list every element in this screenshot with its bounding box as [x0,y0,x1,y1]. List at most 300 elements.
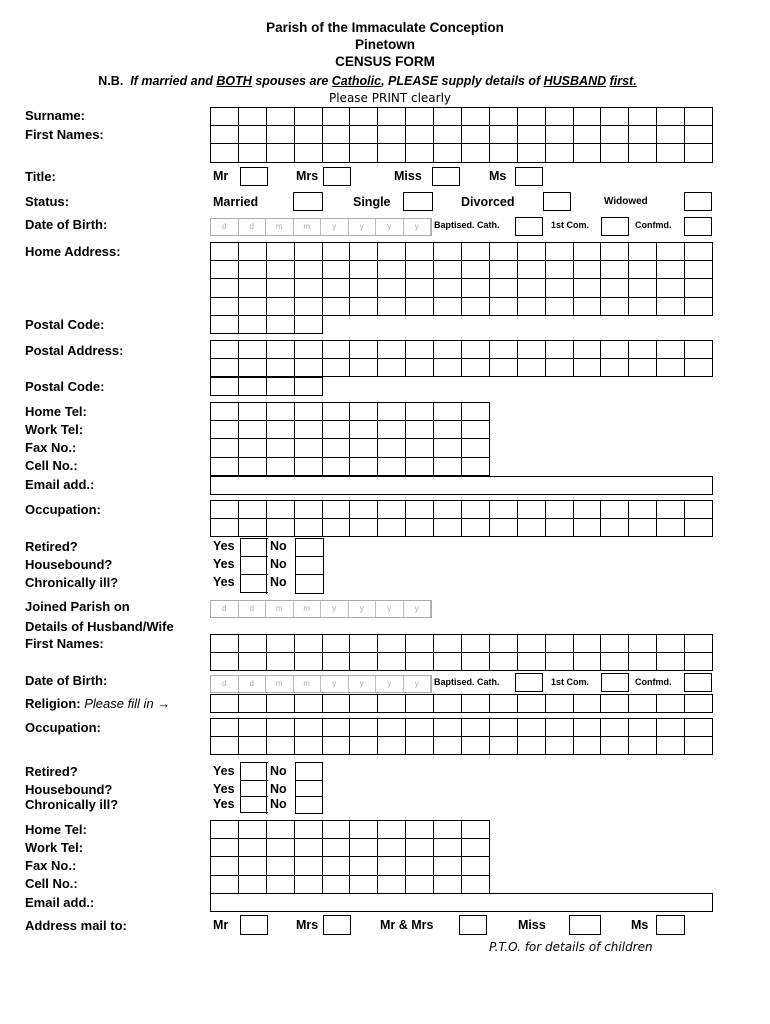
grid-cell[interactable] [239,821,267,839]
grid-cell[interactable] [434,261,462,279]
grid-cell[interactable] [211,359,239,377]
dob-year-cell[interactable]: y [349,219,377,235]
grid-cell[interactable] [323,126,351,144]
grid-cell[interactable] [546,519,574,537]
grid-cell[interactable] [295,635,323,653]
grid-cell[interactable] [350,341,378,359]
grid-cell[interactable] [239,458,267,476]
grid-cell[interactable] [350,403,378,421]
grid-cell[interactable] [406,737,434,755]
grid-cell[interactable] [239,519,267,537]
grid-cell[interactable] [406,458,434,476]
grid-cell[interactable] [350,839,378,857]
grid-cell[interactable] [350,279,378,297]
grid-cell[interactable] [406,501,434,519]
grid-cell[interactable] [434,421,462,439]
grid-cell[interactable] [267,144,295,162]
grid-cell[interactable] [323,653,351,671]
grid-cell[interactable] [350,144,378,162]
title-mrs-checkbox[interactable] [323,167,351,186]
mail-mr-checkbox[interactable] [240,915,268,935]
grid-cell[interactable] [490,359,518,377]
grid-cell[interactable] [239,857,267,875]
grid-cell[interactable] [267,403,295,421]
grid-cell[interactable] [490,695,518,713]
grid-cell[interactable] [211,839,239,857]
grid-cell[interactable] [239,144,267,162]
grid-cell[interactable] [406,421,434,439]
grid-cell[interactable] [518,341,546,359]
dob-month-cell[interactable]: m [266,219,294,235]
grid-cell[interactable] [462,243,490,261]
spouse-name-grid[interactable] [210,634,713,671]
grid-cell[interactable] [267,839,295,857]
grid-cell[interactable] [295,341,323,359]
grid-cell[interactable] [462,279,490,297]
grid-cell[interactable] [657,719,685,737]
grid-cell[interactable] [406,857,434,875]
grid-cell[interactable] [462,298,490,316]
spouse-phone-grid[interactable] [210,820,490,894]
grid-cell[interactable] [378,821,406,839]
grid-cell[interactable] [657,279,685,297]
grid-cell[interactable] [434,341,462,359]
grid-cell[interactable] [657,519,685,537]
grid-cell[interactable] [239,261,267,279]
grid-cell[interactable] [378,635,406,653]
grid-cell[interactable] [323,359,351,377]
grid-cell[interactable] [685,737,713,755]
grid-cell[interactable] [295,126,323,144]
grid-cell[interactable] [267,857,295,875]
grid-cell[interactable] [295,378,323,396]
grid-cell[interactable] [629,635,657,653]
grid-cell[interactable] [295,821,323,839]
grid-cell[interactable] [462,857,490,875]
grid-cell[interactable] [406,876,434,894]
grid-cell[interactable] [378,359,406,377]
grid-cell[interactable] [601,635,629,653]
grid-cell[interactable] [462,126,490,144]
yes-checkbox-column[interactable] [240,538,268,593]
spouse-retired-no-checkbox[interactable] [295,762,323,781]
grid-cell[interactable] [267,519,295,537]
grid-cell[interactable] [574,501,602,519]
grid-cell[interactable] [350,458,378,476]
grid-cell[interactable] [629,144,657,162]
grid-cell[interactable] [378,243,406,261]
grid-cell[interactable] [546,695,574,713]
grid-cell[interactable] [350,695,378,713]
grid-cell[interactable] [239,635,267,653]
grid-cell[interactable] [685,359,713,377]
grid-cell[interactable] [378,876,406,894]
grid-cell[interactable] [685,279,713,297]
grid-cell[interactable] [378,519,406,537]
grid-cell[interactable] [378,261,406,279]
grid-cell[interactable] [295,653,323,671]
grid-cell[interactable] [434,839,462,857]
grid-cell[interactable] [601,519,629,537]
grid-cell[interactable] [629,243,657,261]
grid-cell[interactable] [518,635,546,653]
grid-cell[interactable] [657,341,685,359]
grid-cell[interactable] [518,501,546,519]
grid-cell[interactable] [434,403,462,421]
grid-cell[interactable] [211,653,239,671]
grid-cell[interactable] [267,298,295,316]
grid-cell[interactable] [629,298,657,316]
grid-cell[interactable] [490,144,518,162]
grid-cell[interactable] [211,126,239,144]
grid-cell[interactable] [267,821,295,839]
grid-cell[interactable] [490,737,518,755]
home-address-grid[interactable] [210,242,713,316]
grid-cell[interactable] [295,439,323,457]
grid-cell[interactable] [211,439,239,457]
grid-cell[interactable] [211,719,239,737]
grid-cell[interactable] [406,439,434,457]
grid-cell[interactable] [323,635,351,653]
grid-cell[interactable] [462,341,490,359]
grid-cell[interactable] [518,519,546,537]
grid-cell[interactable] [211,458,239,476]
grid-cell[interactable] [685,501,713,519]
grid-cell[interactable] [406,635,434,653]
grid-cell[interactable] [295,403,323,421]
grid-cell[interactable] [574,298,602,316]
grid-cell[interactable] [406,719,434,737]
grid-cell[interactable] [462,403,490,421]
grid-cell[interactable] [267,719,295,737]
postal-code-2-grid[interactable] [210,377,323,396]
grid-cell[interactable] [574,695,602,713]
grid-cell[interactable] [267,421,295,439]
grid-cell[interactable] [378,279,406,297]
grid-cell[interactable] [267,458,295,476]
grid-cell[interactable] [323,243,351,261]
mail-mr-mrs-checkbox[interactable] [459,915,487,935]
grid-cell[interactable] [239,719,267,737]
grid-cell[interactable] [267,359,295,377]
grid-cell[interactable] [295,519,323,537]
grid-cell[interactable] [490,635,518,653]
grid-cell[interactable] [267,261,295,279]
grid-cell[interactable] [323,144,351,162]
grid-cell[interactable] [406,108,434,126]
grid-cell[interactable] [601,719,629,737]
grid-cell[interactable] [239,737,267,755]
grid-cell[interactable] [629,359,657,377]
grid-cell[interactable] [546,341,574,359]
grid-cell[interactable] [434,857,462,875]
grid-cell[interactable] [657,126,685,144]
grid-cell[interactable] [267,501,295,519]
grid-cell[interactable] [574,243,602,261]
grid-cell[interactable] [462,821,490,839]
grid-cell[interactable] [267,126,295,144]
grid-cell[interactable] [378,857,406,875]
grid-cell[interactable] [239,695,267,713]
grid-cell[interactable] [267,243,295,261]
grid-cell[interactable] [546,243,574,261]
grid-cell[interactable] [518,719,546,737]
grid-cell[interactable] [462,653,490,671]
grid-cell[interactable] [490,653,518,671]
grid-cell[interactable] [601,653,629,671]
grid-cell[interactable] [685,341,713,359]
spouse-email-field[interactable] [210,893,713,912]
grid-cell[interactable] [434,359,462,377]
grid-cell[interactable] [295,737,323,755]
grid-cell[interactable] [323,279,351,297]
grid-cell[interactable] [239,243,267,261]
grid-cell[interactable] [211,316,239,334]
grid-cell[interactable] [323,108,351,126]
grid-cell[interactable] [295,359,323,377]
grid-cell[interactable] [406,403,434,421]
spouse-housebound-no-checkbox[interactable] [295,780,323,797]
grid-cell[interactable] [350,359,378,377]
grid-cell[interactable] [462,839,490,857]
grid-cell[interactable] [211,421,239,439]
grid-cell[interactable] [462,635,490,653]
grid-cell[interactable] [546,653,574,671]
status-divorced-checkbox[interactable] [543,192,571,211]
grid-cell[interactable] [434,876,462,894]
grid-cell[interactable] [267,341,295,359]
dob-year-cell[interactable]: y [321,219,349,235]
dob-day-cell[interactable]: d [211,219,239,235]
grid-cell[interactable] [211,378,239,396]
grid-cell[interactable] [239,501,267,519]
grid-cell[interactable] [378,421,406,439]
grid-cell[interactable] [601,144,629,162]
grid-cell[interactable] [657,298,685,316]
grid-cell[interactable] [574,737,602,755]
grid-cell[interactable] [295,144,323,162]
grid-cell[interactable] [350,298,378,316]
grid-cell[interactable] [239,403,267,421]
joined-parish-date[interactable]: d d m m y y y y [210,600,432,618]
grid-cell[interactable] [462,439,490,457]
grid-cell[interactable] [490,243,518,261]
grid-cell[interactable] [378,403,406,421]
grid-cell[interactable] [546,108,574,126]
grid-cell[interactable] [211,298,239,316]
grid-cell[interactable] [546,635,574,653]
grid-cell[interactable] [295,839,323,857]
spouse-chronically-ill-no-checkbox[interactable] [295,796,323,814]
grid-cell[interactable] [518,653,546,671]
grid-cell[interactable] [462,501,490,519]
grid-cell[interactable] [629,261,657,279]
grid-cell[interactable] [518,261,546,279]
mail-ms-checkbox[interactable] [656,915,685,935]
spouse-yes-checkbox-column[interactable] [240,762,268,813]
grid-cell[interactable] [574,126,602,144]
grid-cell[interactable] [378,341,406,359]
grid-cell[interactable] [406,279,434,297]
grid-cell[interactable] [350,501,378,519]
grid-cell[interactable] [657,261,685,279]
grid-cell[interactable] [350,719,378,737]
grid-cell[interactable] [211,857,239,875]
grid-cell[interactable] [350,857,378,875]
grid-cell[interactable] [601,359,629,377]
grid-cell[interactable] [601,243,629,261]
grid-cell[interactable] [211,635,239,653]
grid-cell[interactable] [685,144,713,162]
grid-cell[interactable] [490,719,518,737]
grid-cell[interactable] [601,737,629,755]
grid-cell[interactable] [462,519,490,537]
grid-cell[interactable] [518,737,546,755]
grid-cell[interactable] [295,876,323,894]
grid-cell[interactable] [378,737,406,755]
grid-cell[interactable] [490,261,518,279]
grid-cell[interactable] [434,439,462,457]
grid-cell[interactable] [434,298,462,316]
grid-cell[interactable] [490,298,518,316]
grid-cell[interactable] [211,341,239,359]
grid-cell[interactable] [574,653,602,671]
grid-cell[interactable] [323,519,351,537]
grid-cell[interactable] [295,719,323,737]
dob-grid[interactable] [210,218,432,236]
grid-cell[interactable] [490,501,518,519]
grid-cell[interactable] [462,359,490,377]
grid-cell[interactable] [406,126,434,144]
grid-cell[interactable] [546,261,574,279]
grid-cell[interactable] [211,519,239,537]
grid-cell[interactable] [296,557,324,575]
grid-cell[interactable] [657,501,685,519]
grid-cell[interactable] [406,243,434,261]
status-widowed-checkbox[interactable] [684,192,712,211]
grid-cell[interactable] [295,108,323,126]
grid-cell[interactable] [518,144,546,162]
grid-cell[interactable] [518,279,546,297]
grid-cell[interactable] [518,126,546,144]
grid-cell[interactable] [629,519,657,537]
grid-cell[interactable] [323,341,351,359]
grid-cell[interactable] [601,261,629,279]
grid-cell[interactable] [406,298,434,316]
grid-cell[interactable] [601,108,629,126]
grid-cell[interactable] [378,298,406,316]
grid-cell[interactable] [629,653,657,671]
grid-cell[interactable] [239,876,267,894]
grid-cell[interactable] [267,653,295,671]
grid-cell[interactable] [657,635,685,653]
grid-cell[interactable] [629,501,657,519]
grid-cell[interactable] [350,653,378,671]
grid-cell[interactable] [323,876,351,894]
grid-cell[interactable] [323,458,351,476]
mail-miss-checkbox[interactable] [569,915,601,935]
grid-cell[interactable] [378,839,406,857]
grid-cell[interactable] [574,144,602,162]
grid-cell[interactable] [350,108,378,126]
grid-cell[interactable] [406,695,434,713]
grid-cell[interactable] [601,279,629,297]
grid-cell[interactable] [350,261,378,279]
grid-cell[interactable] [546,126,574,144]
grid-cell[interactable] [239,298,267,316]
spouse-confirmed-checkbox[interactable] [684,673,712,692]
mail-mrs-checkbox[interactable] [323,915,351,935]
title-miss-checkbox[interactable] [432,167,460,186]
grid-cell[interactable] [546,359,574,377]
grid-cell[interactable] [434,719,462,737]
grid-cell[interactable] [378,439,406,457]
grid-cell[interactable] [267,108,295,126]
grid-cell[interactable] [434,126,462,144]
grid-cell[interactable] [434,821,462,839]
grid-cell[interactable] [406,144,434,162]
grid-cell[interactable] [350,421,378,439]
grid-cell[interactable] [211,876,239,894]
spouse-first-communion-checkbox[interactable] [601,673,629,692]
grid-cell[interactable] [685,519,713,537]
grid-cell[interactable] [657,359,685,377]
grid-cell[interactable] [657,653,685,671]
grid-cell[interactable] [211,695,239,713]
grid-cell[interactable] [629,737,657,755]
grid-cell[interactable] [406,653,434,671]
spouse-baptised-checkbox[interactable] [515,673,543,692]
grid-cell[interactable] [211,261,239,279]
grid-cell[interactable] [518,298,546,316]
grid-cell[interactable] [518,108,546,126]
grid-cell[interactable] [267,316,295,334]
grid-cell[interactable] [350,126,378,144]
grid-cell[interactable] [462,719,490,737]
grid-cell[interactable] [406,519,434,537]
grid-cell[interactable] [406,839,434,857]
grid-cell[interactable] [657,737,685,755]
grid-cell[interactable] [323,695,351,713]
grid-cell[interactable] [211,108,239,126]
grid-cell[interactable] [574,108,602,126]
grid-cell[interactable] [239,839,267,857]
grid-cell[interactable] [574,359,602,377]
grid-cell[interactable] [295,458,323,476]
grid-cell[interactable] [574,341,602,359]
grid-cell[interactable] [295,501,323,519]
grid-cell[interactable] [434,519,462,537]
grid-cell[interactable] [601,501,629,519]
grid-cell[interactable] [490,341,518,359]
religion-grid[interactable] [210,694,713,713]
grid-cell[interactable] [462,261,490,279]
first-communion-checkbox[interactable] [601,217,629,236]
status-single-checkbox[interactable] [403,192,433,211]
grid-cell[interactable] [211,279,239,297]
grid-cell[interactable] [296,575,324,593]
grid-cell[interactable] [211,821,239,839]
grid-cell[interactable] [574,261,602,279]
occupation-grid[interactable] [210,500,713,537]
grid-cell[interactable] [406,341,434,359]
grid-cell[interactable] [295,421,323,439]
grid-cell[interactable] [629,108,657,126]
grid-cell[interactable] [323,839,351,857]
grid-cell[interactable] [462,108,490,126]
grid-cell[interactable] [378,501,406,519]
grid-cell[interactable] [490,126,518,144]
